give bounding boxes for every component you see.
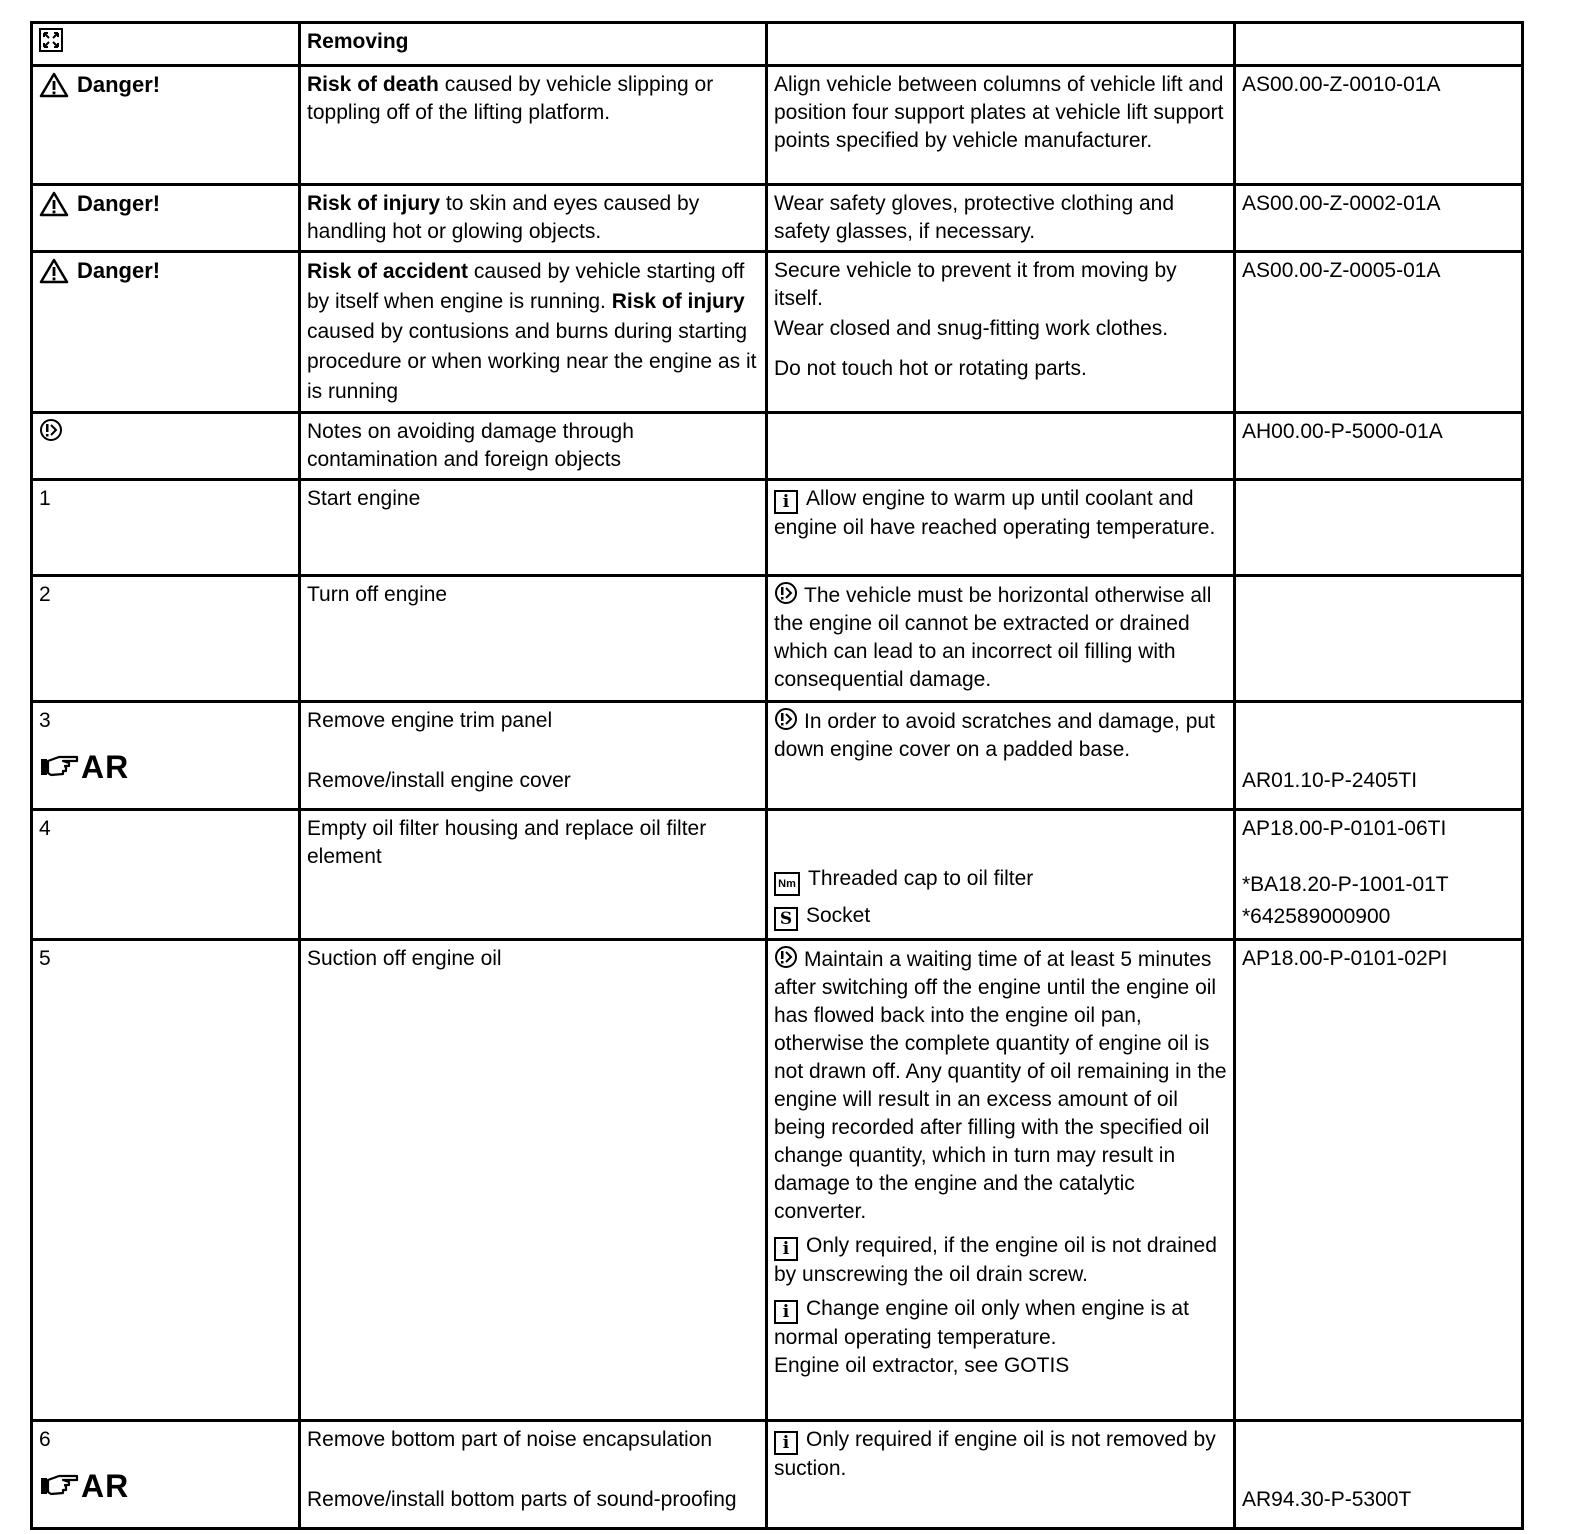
header-icon-cell bbox=[32, 23, 300, 66]
step-text: Remove bottom part of noise encapsulation bbox=[307, 1428, 713, 1451]
action-cell: Wear safety gloves, protective clothing and safety glasses, if necessary. bbox=[767, 185, 1235, 252]
step-row-2 bbox=[32, 576, 1523, 702]
note-cell bbox=[767, 940, 1235, 1421]
reference-cell bbox=[1235, 1421, 1523, 1529]
step-text: Turn off engine bbox=[300, 576, 767, 702]
action-text: Secure vehicle to prevent it from moving by itself. bbox=[774, 259, 1177, 310]
reference-link[interactable]: AS00.00-Z-0005-01A bbox=[1235, 252, 1523, 413]
note-text: Only required if engine oil is not removed by suction. bbox=[774, 1428, 1216, 1480]
notes-text: Notes on avoiding damage through contamination and foreign objects bbox=[300, 413, 767, 480]
tool-icon: S bbox=[774, 907, 798, 931]
expand-icon bbox=[39, 28, 63, 52]
action-cell: Align vehicle between columns of vehicle lift and position four support plates at vehicle lift support points specified by vehicle manufacturer. bbox=[767, 66, 1235, 185]
step-text-cell bbox=[300, 1421, 767, 1529]
note-paragraph bbox=[774, 1295, 1227, 1352]
info-icon: i bbox=[774, 490, 798, 514]
hazard-text: caused by vehicle slipping or toppling off of the lifting platform. bbox=[307, 73, 714, 124]
ar-reference bbox=[39, 749, 130, 785]
step-text: Suction off engine oil bbox=[300, 940, 767, 1421]
danger-cell bbox=[32, 66, 300, 185]
step-row-3 bbox=[32, 702, 1523, 810]
reference-link[interactable]: AS00.00-Z-0002-01A bbox=[1235, 185, 1523, 252]
empty-cell bbox=[1235, 480, 1523, 576]
reference-link[interactable]: AR94.30-P-5300T bbox=[1242, 1488, 1412, 1511]
tool-spec bbox=[774, 902, 1227, 931]
header-empty-cell bbox=[1235, 23, 1523, 66]
note-paragraph bbox=[774, 945, 1227, 1226]
torque-text: Threaded cap to oil filter bbox=[808, 867, 1034, 890]
danger-row-death bbox=[32, 66, 1523, 185]
empty-cell bbox=[767, 413, 1235, 480]
procedure-table bbox=[30, 21, 1524, 1530]
attention-icon bbox=[39, 418, 63, 442]
note-cell bbox=[767, 480, 1235, 576]
warning-icon bbox=[39, 72, 69, 98]
step-text-cell bbox=[300, 702, 767, 810]
notes-row bbox=[32, 413, 1523, 480]
step-text: Start engine bbox=[300, 480, 767, 576]
step-text: Remove engine trim panel bbox=[307, 709, 553, 732]
attention-icon bbox=[774, 945, 798, 969]
note-text: Allow engine to warm up until coolant and engine oil have reached operating temperature. bbox=[774, 487, 1216, 539]
torque-spec bbox=[774, 865, 1227, 896]
note-cell bbox=[767, 702, 1235, 810]
danger-row-accident bbox=[32, 252, 1523, 413]
hazard-description bbox=[300, 66, 767, 185]
reference-link[interactable]: *642589000900 bbox=[1242, 905, 1391, 928]
step-row-4 bbox=[32, 810, 1523, 940]
note-paragraph bbox=[774, 1232, 1227, 1289]
hazard-bold: Risk of injury bbox=[611, 290, 745, 313]
step-subtext: Remove/install engine cover bbox=[307, 769, 571, 792]
reference-cell bbox=[1235, 810, 1523, 940]
attention-icon bbox=[774, 581, 798, 605]
hazard-description bbox=[300, 185, 767, 252]
ar-label: AR bbox=[81, 1468, 130, 1504]
info-icon: i bbox=[774, 1300, 798, 1324]
hazard-bold: Risk of injury bbox=[307, 192, 441, 215]
header-row bbox=[32, 23, 1523, 66]
torque-icon: Nm bbox=[774, 872, 800, 896]
hazard-description bbox=[300, 252, 767, 413]
reference-link[interactable]: AH00.00-P-5000-01A bbox=[1235, 413, 1523, 480]
step-text: Empty oil filter housing and replace oil filter element bbox=[300, 810, 767, 940]
warning-icon bbox=[39, 258, 69, 284]
note-text: Only required, if the engine oil is not drained by unscrewing the oil drain screw. bbox=[774, 1234, 1217, 1286]
step-row-1 bbox=[32, 480, 1523, 576]
step-number: 5 bbox=[32, 940, 300, 1421]
action-text: Do not touch hot or rotating parts. bbox=[774, 357, 1087, 380]
danger-cell bbox=[32, 252, 300, 413]
note-text: Maintain a waiting time of at least 5 minutes after switching off the engine until the engine oil has flowed back into the engine oil pan, otherwise the complete quantity of engine oil is not drawn off. Any quantity of oil remaining in the engine will result in an excess amount of oil being recorded after filling with the specified oil change quantity, which in turn may result in damage to the engine and the catalytic converter. bbox=[774, 948, 1227, 1223]
hazard-text: caused by vehicle starting off by itself when engine is running. bbox=[307, 260, 745, 313]
header-empty-cell bbox=[767, 23, 1235, 66]
hazard-bold: Risk of accident bbox=[307, 260, 469, 283]
danger-cell bbox=[32, 185, 300, 252]
action-text: Wear closed and snug-fitting work clothes. bbox=[774, 317, 1169, 340]
hazard-text: to skin and eyes caused by handling hot or glowing objects. bbox=[307, 192, 700, 243]
danger-label: Danger! bbox=[77, 72, 161, 97]
note-text: Engine oil extractor, see GOTIS bbox=[774, 1354, 1070, 1377]
step-number: 3 bbox=[39, 709, 51, 732]
hazard-text: caused by contusions and burns during starting procedure or when working near the engine as it is running bbox=[307, 320, 757, 403]
step-subtext: Remove/install bottom parts of sound-proofing bbox=[307, 1488, 737, 1511]
reference-link[interactable]: AR01.10-P-2405TI bbox=[1242, 769, 1418, 792]
hazard-bold: Risk of death bbox=[307, 73, 439, 96]
step-number-cell bbox=[32, 702, 300, 810]
danger-row-injury bbox=[32, 185, 1523, 252]
step-number: 4 bbox=[32, 810, 300, 940]
note-cell bbox=[767, 576, 1235, 702]
step-row-6 bbox=[32, 1421, 1523, 1529]
warning-icon bbox=[39, 191, 69, 217]
action-cell bbox=[767, 252, 1235, 413]
ar-reference bbox=[39, 1468, 130, 1504]
reference-link[interactable]: *BA18.20-P-1001-01T bbox=[1242, 873, 1449, 896]
reference-cell bbox=[1235, 702, 1523, 810]
step-row-5 bbox=[32, 940, 1523, 1421]
reference-link[interactable]: AS00.00-Z-0010-01A bbox=[1235, 66, 1523, 185]
empty-cell bbox=[1235, 576, 1523, 702]
reference-link[interactable]: AP18.00-P-0101-02PI bbox=[1235, 940, 1523, 1421]
pointing-hand-icon bbox=[39, 1472, 79, 1500]
notes-icon-cell bbox=[32, 413, 300, 480]
danger-label: Danger! bbox=[77, 191, 161, 216]
section-title: Removing bbox=[300, 23, 767, 66]
step-number: 6 bbox=[39, 1428, 51, 1451]
step-number-cell bbox=[32, 1421, 300, 1529]
pointing-hand-icon bbox=[39, 753, 79, 781]
info-icon: i bbox=[774, 1431, 798, 1455]
tool-text: Socket bbox=[806, 904, 871, 927]
note-text: In order to avoid scratches and damage, put down engine cover on a padded base. bbox=[774, 710, 1215, 761]
step-number: 2 bbox=[32, 576, 300, 702]
step-number: 1 bbox=[32, 480, 300, 576]
note-text: Change engine oil only when engine is at normal operating temperature. bbox=[774, 1297, 1189, 1349]
info-icon: i bbox=[774, 1237, 798, 1261]
attention-icon bbox=[774, 707, 798, 731]
spec-cell bbox=[767, 810, 1235, 940]
reference-link[interactable]: AP18.00-P-0101-06TI bbox=[1242, 817, 1447, 840]
note-cell bbox=[767, 1421, 1235, 1529]
danger-label: Danger! bbox=[77, 258, 161, 283]
note-text: The vehicle must be horizontal otherwise all the engine oil cannot be extracted or drained which can lead to an incorrect oil filling with consequential damage. bbox=[774, 584, 1212, 691]
ar-label: AR bbox=[81, 749, 130, 785]
